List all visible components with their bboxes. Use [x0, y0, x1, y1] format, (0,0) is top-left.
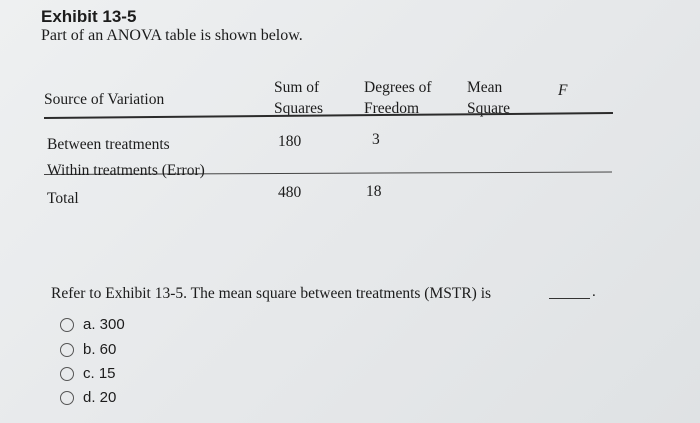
question-text: Refer to Exhibit 13-5. The mean square between treatments (MSTR) is	[51, 285, 492, 302]
row-between-label: Between treatments	[47, 136, 170, 153]
header-mean-square: Mean Square	[467, 79, 511, 117]
header-sum-of-squares: Sum of Squares	[274, 79, 324, 117]
answer-option-a[interactable]	[60, 316, 125, 333]
answer-option-label: d. 20	[83, 389, 117, 406]
exhibit-subtitle: Part of an ANOVA table is shown below.	[41, 27, 303, 44]
answer-blank	[549, 298, 590, 299]
header-source-of-variation: Source of Variation	[44, 91, 165, 108]
radio-button-icon[interactable]	[60, 318, 74, 332]
exhibit-title: Exhibit 13-5	[41, 7, 137, 26]
row-between-degrees-of-freedom: 3	[372, 131, 380, 148]
question-period: .	[592, 284, 596, 300]
row-total-sum-of-squares: 480	[278, 184, 302, 201]
row-between-sum-of-squares: 180	[278, 133, 302, 150]
header-f-statistic: F	[558, 82, 568, 99]
answer-option-label: c. 15	[83, 365, 116, 382]
answer-option-b[interactable]	[60, 341, 116, 358]
answer-option-c[interactable]	[60, 365, 116, 382]
row-total-label: Total	[47, 190, 79, 207]
table-header-rule	[44, 112, 613, 119]
header-degrees-of-freedom: Degrees of Freedom	[364, 79, 432, 117]
answer-option-label: a. 300	[83, 316, 125, 333]
radio-button-icon[interactable]	[60, 391, 74, 405]
radio-button-icon[interactable]	[60, 367, 74, 381]
radio-button-icon[interactable]	[60, 343, 74, 357]
row-within-label: Within treatments (Error)	[47, 162, 205, 179]
row-total-degrees-of-freedom: 18	[366, 183, 382, 200]
answer-option-label: b. 60	[83, 341, 117, 358]
answer-option-d[interactable]	[60, 389, 116, 406]
